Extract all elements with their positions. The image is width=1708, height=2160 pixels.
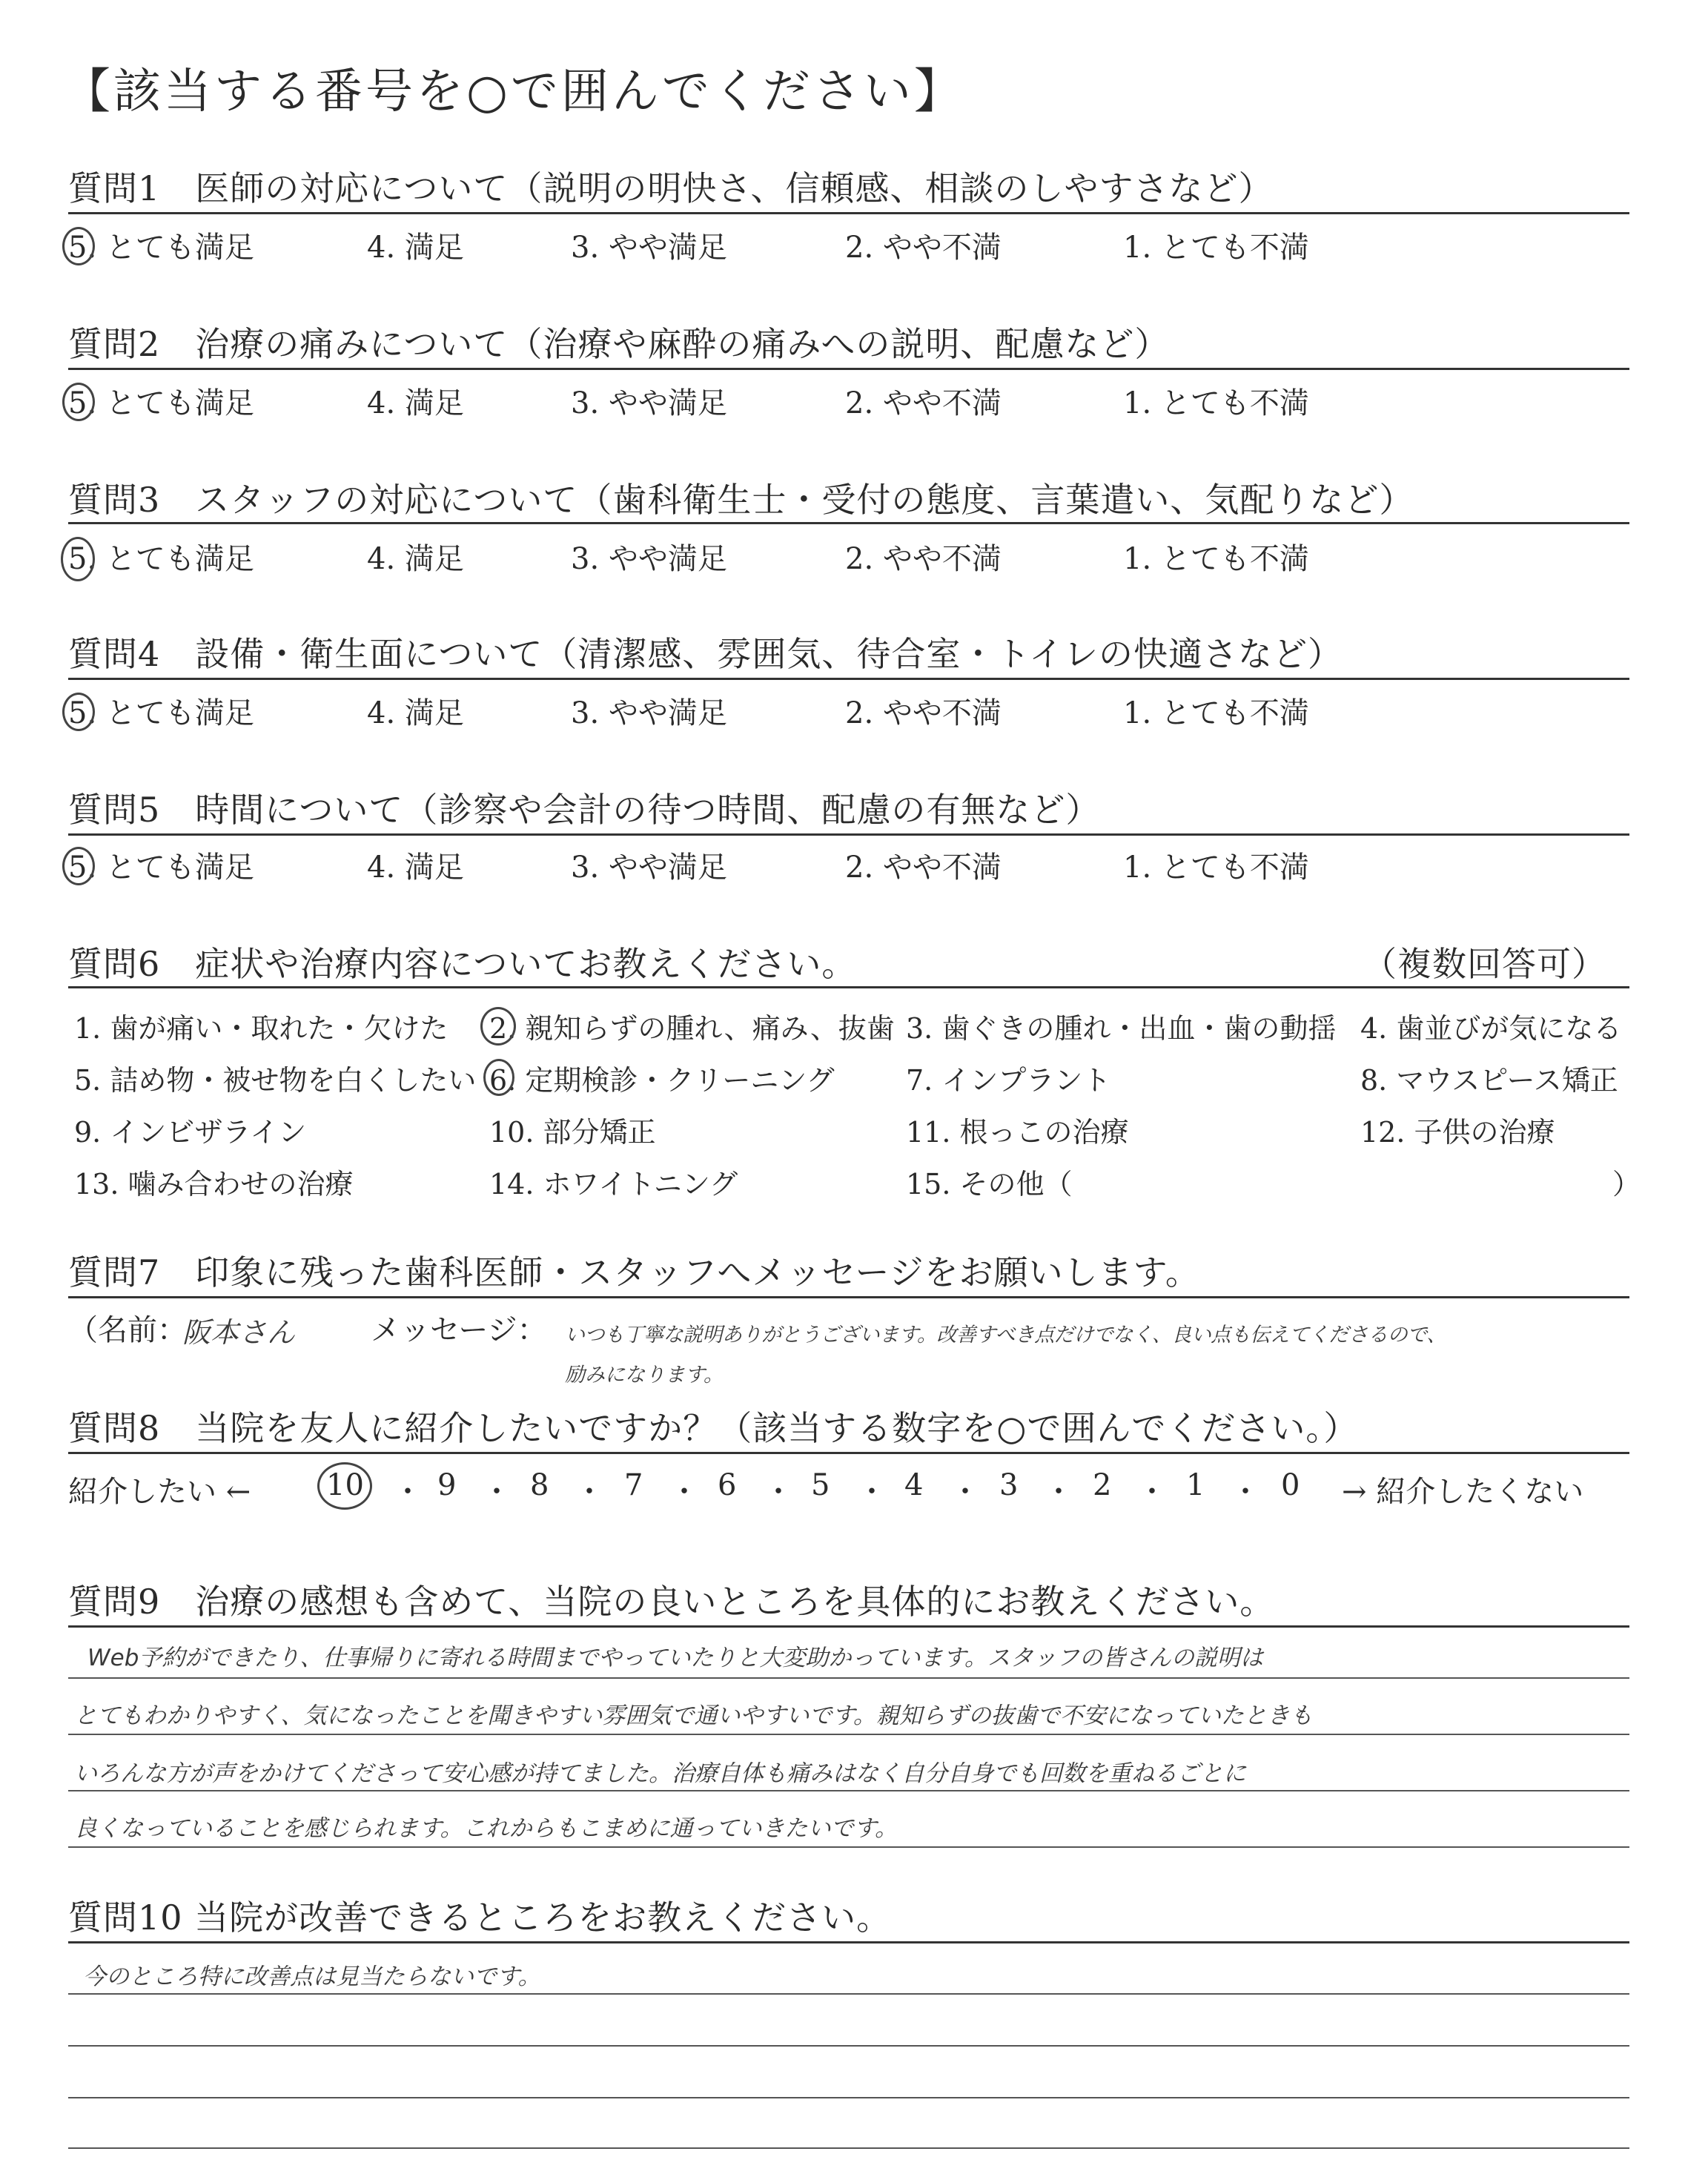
scale-dot: ・ bbox=[393, 1475, 423, 1509]
page-title: 【該当する番号を○で囲んでください】 bbox=[63, 65, 964, 119]
selection-circle bbox=[480, 1007, 516, 1046]
answer-rule bbox=[68, 1993, 1629, 1995]
option-1[interactable]: 1. とても不満 bbox=[1123, 386, 1309, 420]
scale-option-2[interactable]: 2 bbox=[1093, 1468, 1112, 1502]
message-label: メッセージ： bbox=[371, 1313, 547, 1347]
divider bbox=[68, 368, 1629, 370]
multiple-answer-note: （複数回答可） bbox=[1363, 944, 1606, 984]
scale-dot: ・ bbox=[857, 1475, 887, 1509]
option-5[interactable]: 5. とても満足 bbox=[68, 542, 254, 576]
scale-dot: ・ bbox=[575, 1475, 604, 1509]
selection-circle bbox=[483, 1059, 514, 1096]
option-5[interactable]: 5. とても満足 bbox=[68, 696, 254, 730]
message-line[interactable]: 励みになります。 bbox=[565, 1364, 724, 1387]
symptom-item[interactable]: 10. 部分矯正 bbox=[489, 1116, 656, 1149]
scale-dot: ・ bbox=[1137, 1475, 1167, 1509]
selection-circle bbox=[62, 227, 95, 265]
symptom-item[interactable]: 5. 詰め物・被せ物を白くしたい bbox=[74, 1064, 477, 1097]
answer-rule bbox=[68, 1677, 1629, 1679]
option-4[interactable]: 4. 満足 bbox=[367, 231, 464, 265]
scale-option-8[interactable]: 8 bbox=[530, 1468, 549, 1502]
option-1[interactable]: 1. とても不満 bbox=[1123, 542, 1309, 576]
recommend-right-label: → 紹介したくない bbox=[1342, 1475, 1584, 1509]
scale-option-1[interactable]: 1 bbox=[1186, 1468, 1205, 1502]
option-3[interactable]: 3. やや満足 bbox=[571, 231, 727, 265]
symptom-item[interactable]: 11. 根っこの治療 bbox=[906, 1116, 1129, 1149]
scale-dot: ・ bbox=[1231, 1475, 1260, 1509]
divider bbox=[68, 1296, 1629, 1298]
symptom-item[interactable]: 1. 歯が痛い・取れた・欠けた bbox=[74, 1012, 448, 1045]
divider bbox=[68, 833, 1629, 836]
symptom-item[interactable]: 2. 親知らずの腫れ、痛み、抜歯 bbox=[489, 1012, 895, 1045]
answer-rule bbox=[68, 2147, 1629, 2149]
answer-line[interactable]: 良くなっていることを感じられます。これからもこまめに通っていきたいです。 bbox=[74, 1815, 898, 1842]
divider bbox=[68, 1941, 1629, 1943]
scale-option-6[interactable]: 6 bbox=[718, 1468, 737, 1502]
selection-circle bbox=[62, 847, 95, 885]
scale-option-0[interactable]: 0 bbox=[1281, 1468, 1300, 1502]
scale-dot: ・ bbox=[482, 1475, 512, 1509]
message-line[interactable]: いつも丁寧な説明ありがとうございます。改善すべき点だけでなく、良い点も伝えてくださるので、 bbox=[565, 1324, 1446, 1347]
divider bbox=[68, 678, 1629, 680]
divider bbox=[68, 1452, 1629, 1454]
divider bbox=[68, 212, 1629, 214]
question-7-label: 質問7 印象に残った歯科医師・スタッフへメッセージをお願いします。 bbox=[68, 1252, 1200, 1292]
option-4[interactable]: 4. 満足 bbox=[367, 386, 464, 420]
symptom-item[interactable]: 3. 歯ぐきの腫れ・出血・歯の動揺 bbox=[906, 1012, 1337, 1045]
option-5[interactable]: 5. とても満足 bbox=[68, 386, 254, 420]
scale-dot: ・ bbox=[764, 1475, 793, 1509]
symptom-item[interactable]: 7. インプラント bbox=[906, 1064, 1111, 1097]
option-4[interactable]: 4. 満足 bbox=[367, 542, 464, 576]
symptom-item[interactable]: 9. インビザライン bbox=[74, 1116, 307, 1149]
option-3[interactable]: 3. やや満足 bbox=[571, 696, 727, 730]
question-1-label: 質問1 医師の対応について（説明の明快さ、信頼感、相談のしやすさなど） bbox=[68, 168, 1274, 208]
answer-rule bbox=[68, 2097, 1629, 2098]
name-label: （名前： bbox=[68, 1313, 187, 1347]
option-1[interactable]: 1. とても不満 bbox=[1123, 231, 1309, 265]
question-10-label: 質問10 当院が改善できるところをお教えください。 bbox=[68, 1898, 892, 1938]
question-3-label: 質問3 スタッフの対応について（歯科衛生士・受付の態度、言葉遣い、気配りなど） bbox=[68, 480, 1414, 520]
option-3[interactable]: 3. やや満足 bbox=[571, 386, 727, 420]
option-4[interactable]: 4. 満足 bbox=[367, 851, 464, 885]
option-2[interactable]: 2. やや不満 bbox=[845, 386, 1002, 420]
answer-rule bbox=[68, 1734, 1629, 1735]
scale-option-9[interactable]: 9 bbox=[437, 1468, 457, 1502]
option-1[interactable]: 1. とても不満 bbox=[1123, 696, 1309, 730]
symptom-item[interactable]: 4. 歯並びが気になる bbox=[1360, 1012, 1622, 1045]
question-9-label: 質問9 治療の感想も含めて、当院の良いところを具体的にお教えください。 bbox=[68, 1582, 1275, 1622]
option-5[interactable]: 5. とても満足 bbox=[68, 851, 254, 885]
answer-line[interactable]: Web予約ができたり、仕事帰りに寄れる時間までやっていたりと大変助かっています。スタッフの皆さんの説明は bbox=[87, 1645, 1263, 1671]
recommend-left-label: 紹介したい ← bbox=[68, 1475, 251, 1509]
question-8-label: 質問8 当院を友人に紹介したいですか？（該当する数字を○で囲んでください。） bbox=[68, 1408, 1359, 1448]
scale-dot: ・ bbox=[1044, 1475, 1073, 1509]
answer-line[interactable]: いろんな方が声をかけてくださって安心感が持てました。治療自体も痛みはなく自分自身でも回数を重ねるごとに bbox=[74, 1760, 1246, 1787]
selection-circle bbox=[317, 1462, 372, 1510]
question-6-label: 質問6 症状や治療内容についてお教えください。 bbox=[68, 944, 857, 984]
answer-line[interactable]: とてもわかりやすく、気になったことを聞きやすい雰囲気で通いやすいです。親知らずの抜歯で不安になっていたときも bbox=[74, 1702, 1313, 1729]
option-3[interactable]: 3. やや満足 bbox=[571, 851, 727, 885]
option-4[interactable]: 4. 満足 bbox=[367, 696, 464, 730]
question-2-label: 質問2 治療の痛みについて（治療や麻酔の痛みへの説明、配慮など） bbox=[68, 324, 1170, 364]
symptom-item[interactable]: 14. ホワイトニング bbox=[489, 1168, 738, 1200]
question-4-label: 質問4 設備・衛生面について（清潔感、雰囲気、待合室・トイレの快適さなど） bbox=[68, 634, 1343, 674]
option-1[interactable]: 1. とても不満 bbox=[1123, 851, 1309, 885]
answer-line[interactable]: 今のところ特に改善点は見当たらないです。 bbox=[83, 1964, 541, 1990]
selection-circle bbox=[62, 383, 95, 421]
divider bbox=[68, 522, 1629, 524]
symptom-item[interactable]: 6. 定期検診・クリーニング bbox=[489, 1064, 835, 1097]
symptom-item[interactable]: 12. 子供の治療 bbox=[1360, 1116, 1555, 1149]
option-3[interactable]: 3. やや満足 bbox=[571, 542, 727, 576]
scale-option-4[interactable]: 4 bbox=[904, 1468, 924, 1502]
answer-rule bbox=[68, 1846, 1629, 1848]
scale-option-7[interactable]: 7 bbox=[624, 1468, 643, 1502]
symptom-other-close: ） bbox=[1612, 1168, 1641, 1200]
answer-rule bbox=[68, 2045, 1629, 2047]
divider bbox=[68, 1625, 1629, 1628]
divider bbox=[68, 986, 1629, 988]
option-5[interactable]: 5. とても満足 bbox=[68, 231, 254, 265]
symptom-item[interactable]: 8. マウスピース矯正 bbox=[1360, 1064, 1618, 1097]
scale-dot: ・ bbox=[669, 1475, 699, 1509]
option-2[interactable]: 2. やや不満 bbox=[845, 696, 1002, 730]
scale-option-10[interactable]: 10 bbox=[326, 1468, 364, 1502]
scale-dot: ・ bbox=[950, 1475, 980, 1509]
option-2[interactable]: 2. やや不満 bbox=[845, 542, 1002, 576]
answer-rule bbox=[68, 1790, 1629, 1791]
symptom-other-item[interactable]: 15. その他（ bbox=[906, 1168, 1073, 1200]
scale-option-5[interactable]: 5 bbox=[811, 1468, 830, 1502]
option-2[interactable]: 2. やや不満 bbox=[845, 851, 1002, 885]
symptom-item[interactable]: 13. 噛み合わせの治療 bbox=[74, 1168, 354, 1200]
question-5-label: 質問5 時間について（診察や会計の待つ時間、配慮の有無など） bbox=[68, 790, 1101, 830]
scale-option-3[interactable]: 3 bbox=[999, 1468, 1019, 1502]
name-value[interactable]: 阪本さん bbox=[182, 1316, 296, 1349]
option-2[interactable]: 2. やや不満 bbox=[845, 231, 1002, 265]
selection-circle bbox=[61, 537, 95, 581]
selection-circle bbox=[62, 693, 95, 731]
